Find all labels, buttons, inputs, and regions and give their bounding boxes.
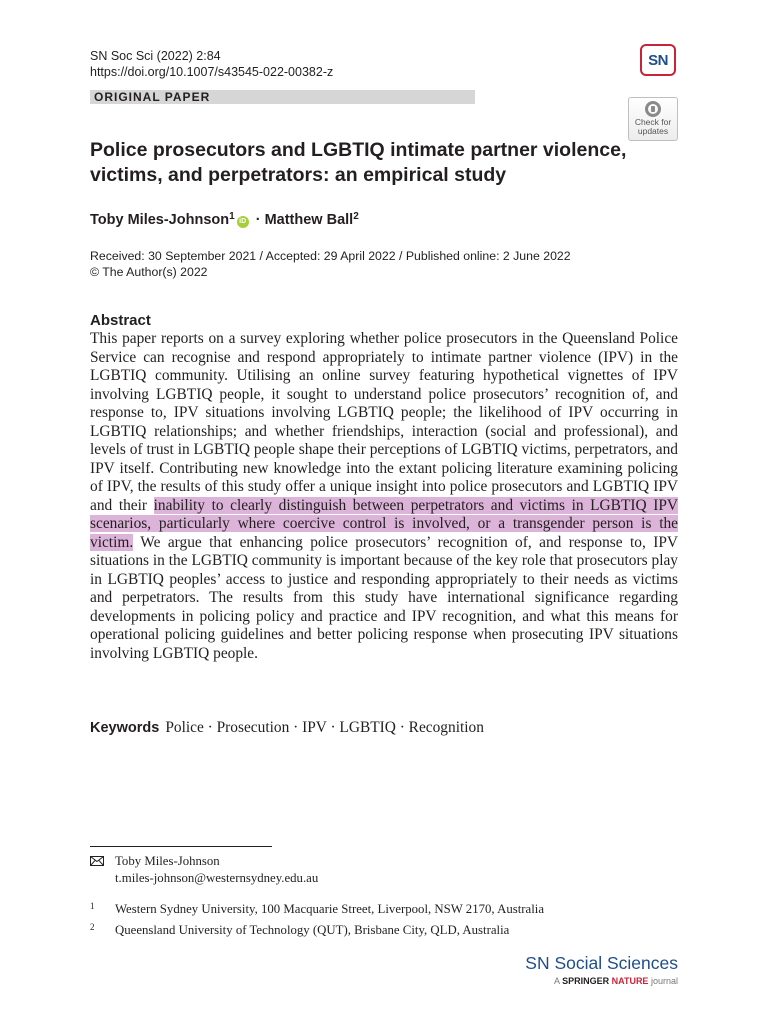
- article-title: Police prosecutors and LGBTIQ intimate partner violence, victims, and perpetrators: an empirical study: [90, 139, 627, 186]
- affiliation: [90, 919, 509, 938]
- sn-logo-icon: SN: [640, 44, 676, 76]
- crossmark-icon: [645, 101, 661, 117]
- author-name[interactable]: Matthew Ball: [264, 212, 354, 228]
- publisher-brand-springer: SPRINGER: [562, 976, 610, 986]
- footer-publisher: [500, 975, 678, 987]
- orcid-icon[interactable]: iD: [237, 216, 249, 228]
- publisher-prefix: A: [554, 976, 560, 986]
- history-dates: Received: 30 September 2021 / Accepted: 29 April 2022 / Published online: 2 June 2022: [90, 249, 571, 263]
- footer-journal-name: SN Social Sciences: [525, 953, 678, 973]
- keywords-list: Police · Prosecution · IPV · LGBTIQ · Recognition: [165, 719, 484, 736]
- check-for-updates-button[interactable]: [628, 97, 678, 141]
- envelope-icon: [90, 856, 104, 866]
- highlighted-text[interactable]: inability to clearly distinguish between perpetrators and victims in LGBTIQ IPV scenarios, particularly where coercive control is involved, or a transgender person is the victim.: [90, 496, 678, 551]
- affiliation-text: Western Sydney University, 100 Macquarie Street, Liverpool, NSW 2170, Australia: [115, 902, 545, 916]
- affiliation-number: 1: [90, 901, 95, 911]
- citation: SN Soc Sci (2022) 2:84: [90, 49, 221, 63]
- author-name[interactable]: Toby Miles-Johnson: [90, 212, 230, 228]
- abstract-text: [90, 330, 678, 663]
- abstract-text-part: We argue that enhancing police prosecutors’ recognition of, and response to, IPV situations in the LGBTIQ community is important because of the key role that prosecutors play in LGBTIQ peoples’ access to justice and responding appropriately to their needs as victims and perpetrators. The results from this study have international significance regarding developments in policing policy and practice and IPV recognition, and what this means for operational policing guidelines and better policing response when prosecuting IPV situations involving LGBTIQ people.: [90, 533, 678, 662]
- abstract-text-part: This paper reports on a survey exploring whether police prosecutors in the Queensland Police Service can recognise and respond appropriately to intimate partner violence (IPV) in the LGBTIQ community. Utilising an online survey featuring hypothetical vignettes of IPV involving LGBTIQ people, it sought to understand police prosecutors’ recognition of, and response to, IPV situations involving LGBTIQ people; the likelihood of IPV occurring in LGBTIQ relationships; and whether friendships, interaction (social and professional), and levels of trust in LGBTIQ people shape their perceptions of LGBTIQ victims, perpetrators, and IPV itself. Contributing new knowledge into the extant policing literature examining policing of IPV, the results of this study offer a unique insight into police prosecutors and LGBTIQ IPV and their: [90, 330, 678, 514]
- corresponding-author-name: Toby Miles-Johnson: [115, 854, 220, 868]
- affiliation-number: 2: [90, 922, 95, 932]
- check-updates-line-2: updates: [637, 126, 669, 136]
- corresponding-author-email[interactable]: t.miles-johnson@westernsydney.edu.au: [115, 870, 319, 885]
- publisher-suffix: journal: [650, 976, 678, 986]
- journal-reference: [90, 48, 333, 80]
- footnote-divider: [90, 846, 272, 847]
- check-updates-line-1: Check for: [634, 117, 672, 127]
- keywords: [90, 718, 484, 738]
- keywords-label: Keywords: [90, 720, 160, 736]
- affiliation: [90, 898, 544, 917]
- author-separator: ·: [251, 212, 265, 228]
- springer-nature-logo: [562, 976, 648, 986]
- paper-type-label: ORIGINAL PAPER: [94, 90, 211, 104]
- affiliation-text: Queensland University of Technology (QUT), Brisbane City, QLD, Australia: [115, 923, 510, 937]
- author-affiliation-marker: 1: [229, 211, 235, 222]
- author-affiliation-marker: 2: [353, 211, 359, 222]
- author-list: [90, 207, 359, 230]
- publication-dates: [90, 249, 571, 280]
- copyright: © The Author(s) 2022: [90, 264, 208, 279]
- publisher-brand-nature: NATURE: [611, 976, 649, 986]
- abstract-heading: Abstract: [90, 312, 151, 329]
- doi-link[interactable]: https://doi.org/10.1007/s43545-022-00382-z: [90, 65, 334, 79]
